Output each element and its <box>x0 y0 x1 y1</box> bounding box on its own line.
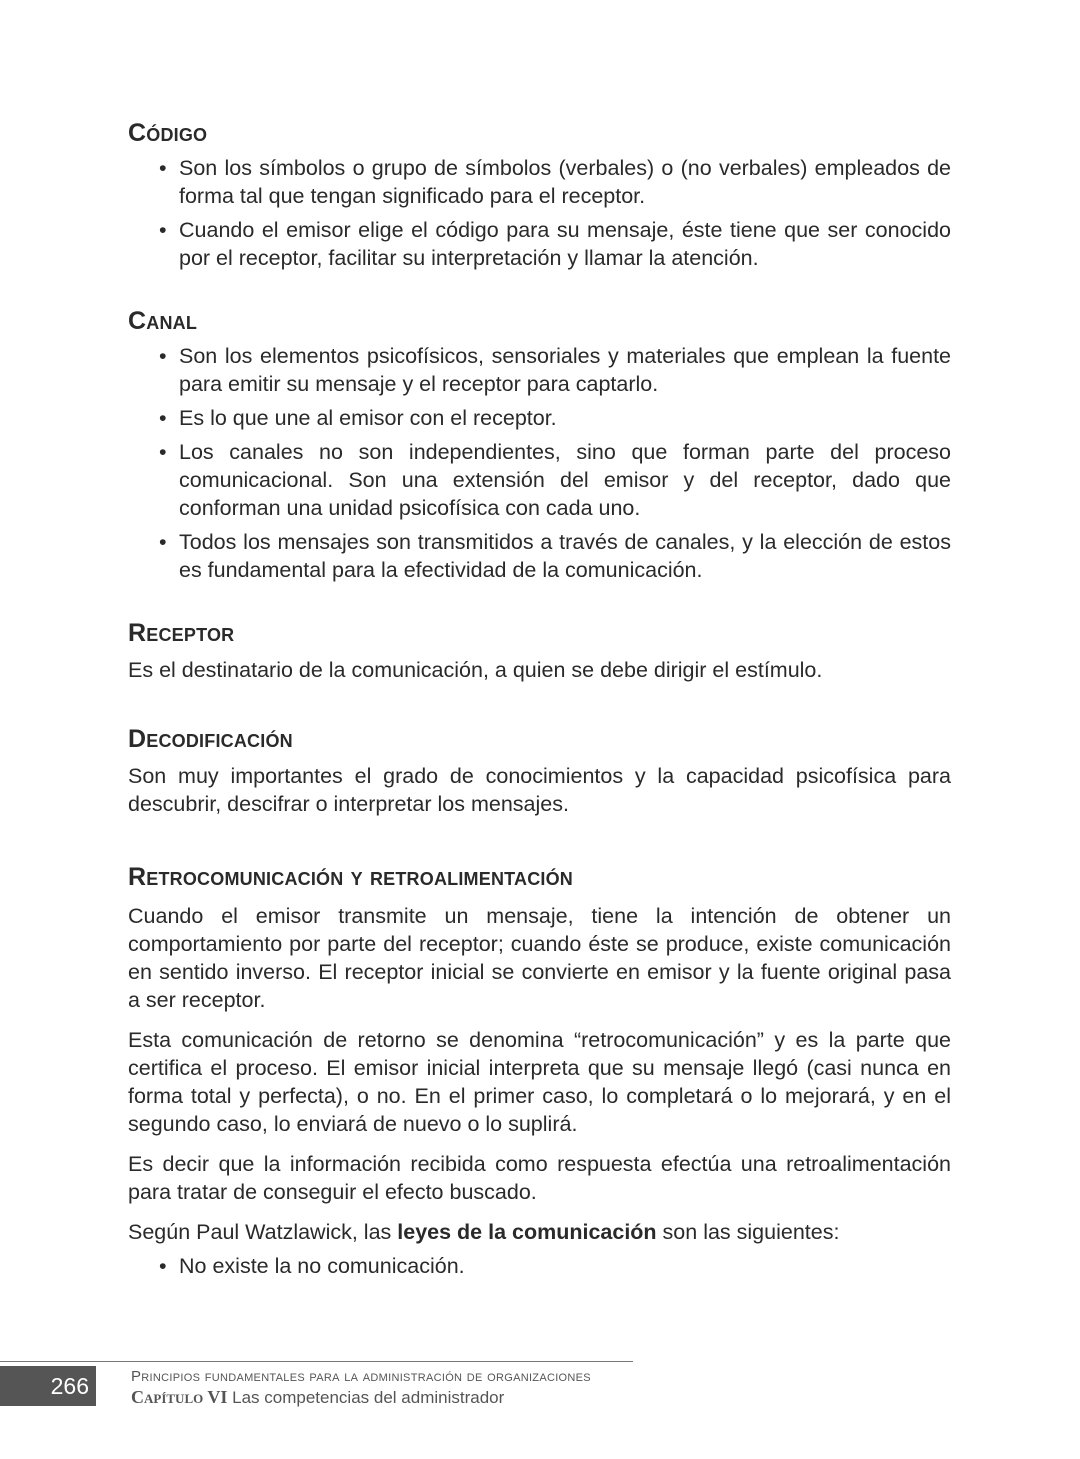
list-item: • Son los símbolos o grupo de símbolos (verbales) o (no verbales) empleados de forma tal que tengan significado para el receptor. <box>128 154 951 210</box>
receptor-text: Es el destinatario de la comunicación, a quien se debe dirigir el estímulo. <box>128 658 823 682</box>
section-title-retrocomunicacion: Retrocomunicación y retroalimentación <box>128 863 573 891</box>
laws-intro-before: Según Paul Watzlawick, las <box>128 1220 398 1244</box>
laws-intro-bold: leyes de la comunicación <box>397 1220 657 1244</box>
retro-paragraph: Es decir que la información recibida como respuesta efectúa una retroalimentación para tratar de conseguir el efecto buscado. <box>128 1152 951 1204</box>
list-item: • Los canales no son independientes, sino que forman parte del proceso comunicacional. Son una extensión del emisor y del receptor, dado que conforman una unidad psicofísica con cada uno. <box>128 438 951 522</box>
footer-divider <box>0 1361 633 1362</box>
bullet-list-canal <box>128 342 951 584</box>
bullet-list-codigo <box>128 154 951 272</box>
laws-intro <box>128 1218 951 1246</box>
section-decodificacion <box>128 724 951 818</box>
laws-list <box>128 1252 951 1280</box>
section-title-codigo: Código <box>128 119 208 147</box>
list-item: • Son los elementos psicofísicos, sensoriales y materiales que emplean la fuente para emitir su mensaje y el receptor para captarlo. <box>128 342 951 398</box>
laws-intro-after: son las siguientes: <box>656 1220 840 1244</box>
section-title-canal: Canal <box>128 307 198 335</box>
footer-book-title: Principios fundamentales para la administración de organizaciones <box>131 1368 591 1385</box>
retro-paragraph: Esta comunicación de retorno se denomina “retrocomunicación” y es la parte que certifica el proceso. El emisor inicial interpreta que su mensaje llegó (casi nunca en forma total y perfecta), o no. En el primer caso, lo completará o lo mejorará, y en el segundo caso, lo enviará de nuevo o lo suplirá. <box>128 1028 951 1136</box>
page-number: 266 <box>0 1366 96 1406</box>
retro-paragraph: Cuando el emisor transmite un mensaje, tiene la intención de obtener un comportamiento por parte del receptor; cuando éste se produce, existe comunicación en sentido inverso. El receptor inicial se convierte en emisor y la fuente original pasa a ser receptor. <box>128 904 951 1012</box>
section-title-decodificacion: Decodificación <box>128 725 293 753</box>
list-item: • Cuando el emisor elige el código para su mensaje, éste tiene que ser conocido por el receptor, facilitar su interpretación y llamar la atención. <box>128 216 951 272</box>
footer-chapter-line <box>131 1387 504 1408</box>
section-title-receptor: Receptor <box>128 619 235 647</box>
footer-chapter-title: Las competencias del administrador <box>227 1388 505 1407</box>
list-item: • No existe la no comunicación. <box>128 1252 951 1280</box>
section-receptor <box>128 618 951 684</box>
footer-chapter-label: Capítulo VI <box>131 1387 228 1407</box>
decodificacion-text: Son muy importantes el grado de conocimientos y la capacidad psicofísica para descubrir, descifrar o interpretar los mensajes. <box>128 764 951 816</box>
section-retrocomunicacion <box>128 862 951 1280</box>
section-codigo <box>128 118 951 272</box>
page-content <box>128 118 951 1286</box>
section-canal <box>128 306 951 584</box>
list-item: • Es lo que une al emisor con el receptor. <box>128 404 951 432</box>
list-item: • Todos los mensajes son transmitidos a través de canales, y la elección de estos es fundamental para la efectividad de la comunicación. <box>128 528 951 584</box>
